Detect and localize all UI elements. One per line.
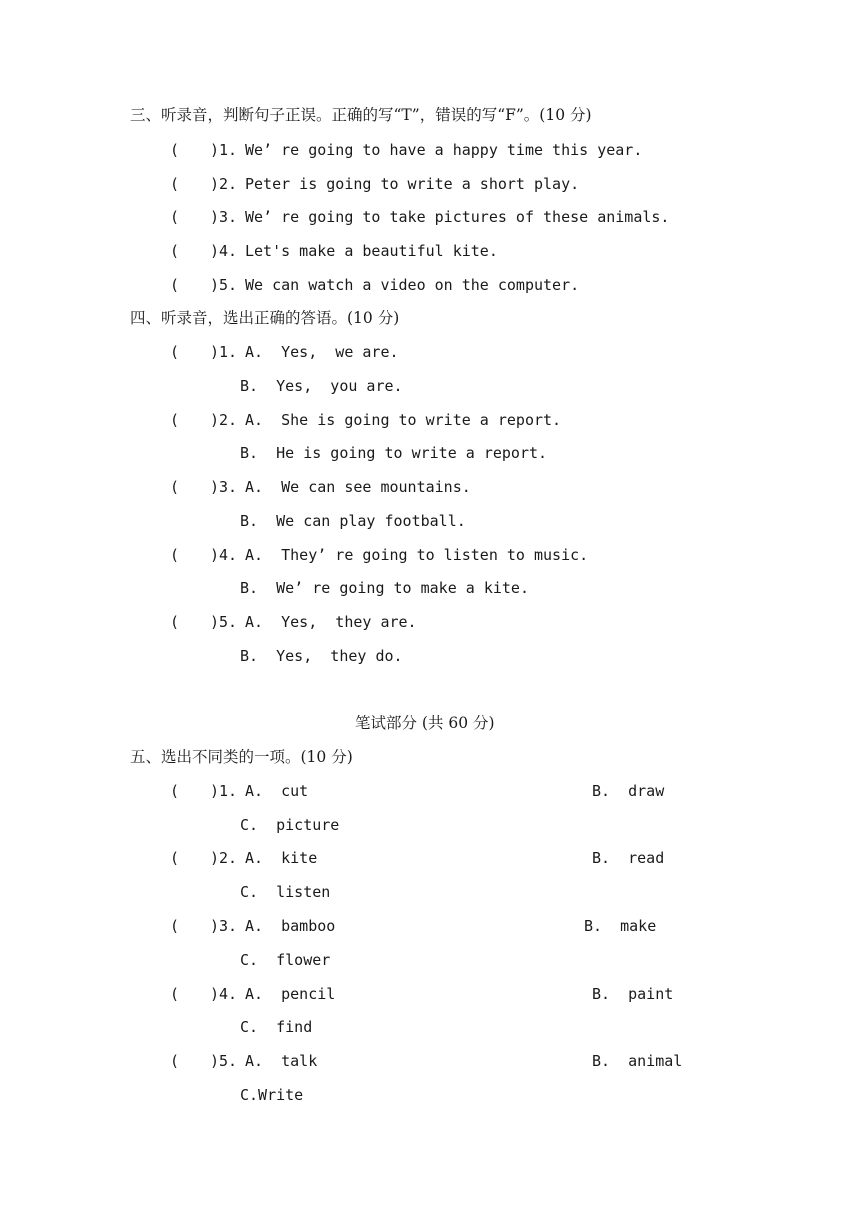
question-number: )1. xyxy=(210,141,238,159)
question-number: )4. xyxy=(210,985,238,1003)
option-c: C. flower xyxy=(240,951,331,969)
answer-blank[interactable]: ( xyxy=(170,141,180,159)
question-number: )5. xyxy=(210,613,238,631)
written-part-title: 笔试部分 (共 60 分) xyxy=(355,714,495,732)
option-b: B. make xyxy=(584,917,657,935)
option-c: C. find xyxy=(240,1018,313,1036)
question-number: )3. xyxy=(210,917,238,935)
question-text: Let's make a beautiful kite. xyxy=(245,242,498,260)
question-text: Peter is going to write a short play. xyxy=(245,175,580,193)
option-a: A. Yes, we are. xyxy=(245,343,399,361)
option-b: B. We can play football. xyxy=(240,512,466,530)
question-number: )1. xyxy=(210,782,238,800)
option-b: B. paint xyxy=(592,985,674,1003)
option-a: A. pencil xyxy=(245,985,336,1003)
answer-blank[interactable]: ( xyxy=(170,782,180,800)
option-c: C. picture xyxy=(240,816,340,834)
option-b: B. He is going to write a report. xyxy=(240,444,548,462)
answer-blank[interactable]: ( xyxy=(170,985,180,1003)
option-a: A. We can see mountains. xyxy=(245,478,471,496)
option-a: A. kite xyxy=(245,849,318,867)
option-a: A. talk xyxy=(245,1052,318,1070)
answer-blank[interactable]: ( xyxy=(170,411,180,429)
option-b: B. read xyxy=(592,849,665,867)
question-number: )5. xyxy=(210,276,238,294)
answer-blank[interactable]: ( xyxy=(170,1052,180,1070)
answer-blank[interactable]: ( xyxy=(170,546,180,564)
option-a: A. cut xyxy=(245,782,309,800)
question-number: )2. xyxy=(210,175,238,193)
section-3-heading: 三、听录音，判断句子正误。正确的写“T”，错误的写“F”。(10 分) xyxy=(130,106,592,124)
option-b: B. We’ re going to make a kite. xyxy=(240,579,529,597)
answer-blank[interactable]: ( xyxy=(170,613,180,631)
answer-blank[interactable]: ( xyxy=(170,208,180,226)
answer-blank[interactable]: ( xyxy=(170,849,180,867)
option-c: C. listen xyxy=(240,883,331,901)
question-text: We can watch a video on the computer. xyxy=(245,276,580,294)
question-number: )4. xyxy=(210,242,238,260)
answer-blank[interactable]: ( xyxy=(170,343,180,361)
question-number: )5. xyxy=(210,1052,238,1070)
option-b: B. draw xyxy=(592,782,665,800)
answer-blank[interactable]: ( xyxy=(170,917,180,935)
question-number: )1. xyxy=(210,343,238,361)
section-5-heading: 五、选出不同类的一项。(10 分) xyxy=(130,748,353,766)
question-number: )4. xyxy=(210,546,238,564)
answer-blank[interactable]: ( xyxy=(170,478,180,496)
option-a: A. They’ re going to listen to music. xyxy=(245,546,589,564)
question-number: )2. xyxy=(210,411,238,429)
question-number: )3. xyxy=(210,208,238,226)
option-a: A. bamboo xyxy=(245,917,336,935)
option-b: B. animal xyxy=(592,1052,683,1070)
answer-blank[interactable]: ( xyxy=(170,175,180,193)
answer-blank[interactable]: ( xyxy=(170,242,180,260)
option-a: A. Yes, they are. xyxy=(245,613,417,631)
question-text: We’ re going to have a happy time this year. xyxy=(245,141,643,159)
option-b: B. Yes, they do. xyxy=(240,647,403,665)
answer-blank[interactable]: ( xyxy=(170,276,180,294)
question-number: )2. xyxy=(210,849,238,867)
option-a: A. She is going to write a report. xyxy=(245,411,562,429)
option-c: C.Write xyxy=(240,1086,304,1104)
question-text: We’ re going to take pictures of these animals. xyxy=(245,208,670,226)
option-b: B. Yes, you are. xyxy=(240,377,403,395)
question-number: )3. xyxy=(210,478,238,496)
section-4-heading: 四、听录音，选出正确的答语。(10 分) xyxy=(130,309,400,327)
